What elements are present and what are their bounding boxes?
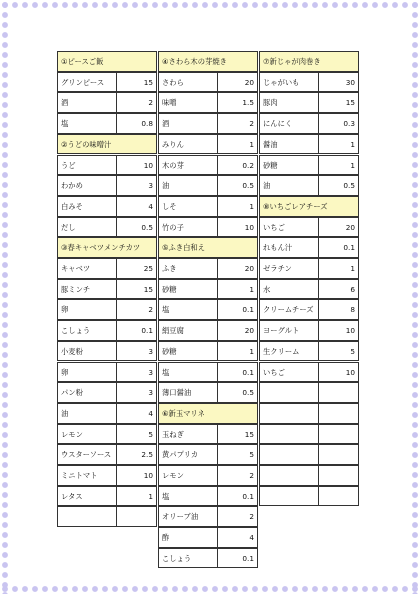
ingredient-row [259,320,359,341]
ingredient-row [57,175,157,196]
ingredient-quantity: 5 [249,450,254,460]
ingredient-name: 味噌 [162,98,177,108]
ingredient-quantity: 0.1 [141,326,153,336]
cell-divider [217,280,218,299]
ingredient-name: れもん汁 [263,243,293,253]
cell-divider [217,93,218,112]
ingredient-row [259,134,359,155]
ingredient-quantity: 1 [350,139,355,149]
ingredient-name: わかめ [61,181,83,191]
ingredient-quantity: 1 [249,201,254,211]
ingredient-name: しそ [162,201,177,211]
ingredient-row [158,113,258,134]
ingredient-quantity: 10 [345,326,355,336]
ingredient-quantity: 2 [148,98,153,108]
ingredient-row [57,299,157,320]
cell-divider [217,197,218,216]
cell-divider [116,404,117,423]
ingredient-quantity: 2.5 [141,450,153,460]
recipe-title [158,237,258,258]
ingredient-row [57,424,157,445]
ingredient-name: グリンピース [61,77,105,87]
cell-divider [217,259,218,278]
ingredient-row [57,72,157,93]
ingredient-quantity: 1 [148,491,153,501]
ingredient-name: 醤油 [263,139,278,149]
cell-divider [217,383,218,402]
recipe-column [259,51,360,507]
ingredient-name: さわら [162,77,184,87]
cell-divider [217,73,218,92]
ingredient-quantity: 15 [143,284,153,294]
cell-divider [318,321,319,340]
ingredient-row [259,486,359,507]
cell-divider [116,342,117,361]
ingredient-quantity: 10 [143,471,153,480]
cell-divider [318,114,319,133]
ingredient-quantity: 20 [244,326,254,336]
ingredient-name: だし [61,222,76,232]
cell-divider [318,135,319,154]
cell-divider [217,176,218,195]
ingredient-name: 塩 [162,305,170,315]
ingredient-row [158,486,258,507]
ingredient-quantity: 10 [143,160,153,170]
recipe-title [158,51,258,72]
ingredient-name: 黄パプリカ [162,450,199,460]
recipe-title-text: ⑤ふき白和え [162,243,206,253]
ingredient-name: 塩 [61,119,69,129]
ingredient-row [57,279,157,300]
ingredient-name: 小麦粉 [61,346,83,356]
cell-divider [116,445,117,464]
ingredient-name: いちご [263,222,285,232]
ingredient-quantity: 3 [148,181,153,191]
ingredient-row [259,237,359,258]
ingredient-quantity: 0.5 [343,181,355,191]
recipe-title [259,51,359,72]
ingredient-quantity: 0.5 [141,222,153,232]
ingredient-row [57,403,157,424]
dotted-border-left [0,0,11,594]
cell-divider [116,73,117,92]
ingredient-quantity: 1.5 [242,98,254,108]
ingredient-quantity: 2 [249,471,254,480]
ingredient-row [57,362,157,383]
ingredient-name: ウスターソース [61,450,112,460]
cell-divider [217,156,218,175]
cell-divider [318,218,319,237]
recipe-title-text: ③春キャベツメンチカツ [61,243,141,253]
ingredient-row [158,424,258,445]
ingredient-quantity: 20 [345,222,355,232]
ingredient-quantity: 1 [249,346,254,356]
cell-divider [318,176,319,195]
dotted-border-right [409,0,420,594]
ingredient-row [158,382,258,403]
dotted-border-bottom [0,583,420,594]
cell-divider [116,466,117,485]
ingredient-quantity: 1 [249,139,254,149]
cell-divider [318,280,319,299]
ingredient-row [158,465,258,486]
cell-divider [217,445,218,464]
ingredient-name: レモン [61,429,83,439]
ingredient-row [57,465,157,486]
ingredient-name: 豚ミンチ [61,284,91,294]
ingredient-quantity: 5 [350,346,355,356]
ingredient-name: こしょう [61,326,91,336]
ingredient-row [259,217,359,238]
ingredient-name: 薄口醤油 [162,388,192,398]
ingredient-quantity: 0.1 [242,305,254,315]
ingredient-row [57,155,157,176]
ingredient-row [158,155,258,176]
ingredient-row [259,403,359,424]
ingredient-row [259,92,359,113]
ingredient-name: ゼラチン [263,264,292,273]
ingredient-row [57,92,157,113]
cell-divider [116,487,117,506]
ingredient-quantity: 1 [350,160,355,170]
ingredient-quantity: 8 [350,305,355,315]
ingredient-quantity: 3 [148,346,153,356]
ingredient-name: 木の芽 [162,160,184,170]
ingredient-table [57,51,360,563]
ingredient-name: 玉ねぎ [162,429,184,439]
cell-divider [116,197,117,216]
ingredient-name: 絹豆腐 [162,326,184,336]
ingredient-row [259,465,359,486]
cell-divider [116,425,117,444]
ingredient-quantity: 0.1 [242,491,254,501]
ingredient-row [158,320,258,341]
ingredient-row [158,258,258,279]
recipe-column [57,51,158,507]
ingredient-quantity: 5 [148,429,153,439]
ingredient-row [259,175,359,196]
ingredient-quantity: 0.3 [343,119,355,129]
cell-divider [217,363,218,382]
ingredient-quantity: 20 [244,264,254,273]
cell-divider [116,300,117,319]
recipe-title-text: ①ピースご飯 [61,57,104,66]
cell-divider [116,321,117,340]
ingredient-row [259,72,359,93]
ingredient-quantity: 0.1 [242,367,254,377]
ingredient-row [259,155,359,176]
cell-divider [116,280,117,299]
ingredient-quantity: 0.8 [141,119,153,129]
cell-divider [318,425,319,444]
ingredient-name: 油 [263,181,271,191]
recipe-title [158,403,258,424]
ingredient-name: うど [61,160,76,170]
ingredient-quantity: 6 [350,284,355,294]
ingredient-name: こしょう [162,553,192,563]
cell-divider [318,93,319,112]
cell-divider [318,466,319,485]
ingredient-name: 豚肉 [263,98,278,108]
ingredient-quantity: 0.1 [242,553,254,563]
ingredient-name: じゃがいも [263,77,300,87]
ingredient-quantity: 2 [249,512,254,522]
ingredient-row [259,341,359,362]
ingredient-row [259,424,359,445]
ingredient-name: にんにく [263,119,293,129]
ingredient-name: 竹の子 [162,222,184,232]
ingredient-name: いちご [263,367,285,377]
ingredient-quantity: 2 [148,305,153,315]
recipe-title-text: ⑦新じゃが肉巻き [263,57,321,66]
cell-divider [217,342,218,361]
ingredient-quantity: 1 [350,264,355,273]
recipe-title [57,134,157,155]
ingredient-quantity: 0.1 [343,243,355,253]
ingredient-row [57,320,157,341]
ingredient-row [57,258,157,279]
ingredient-name: 塩 [162,367,170,377]
ingredient-row [259,382,359,403]
ingredient-name: ふき [162,264,177,273]
recipe-title-text: ⑥新玉マリネ [162,408,205,418]
ingredient-row [57,196,157,217]
ingredient-quantity: 0.5 [242,181,254,191]
ingredient-quantity: 3 [148,367,153,377]
cell-divider [318,404,319,423]
ingredient-row [158,72,258,93]
ingredient-row [158,548,258,569]
ingredient-name: オリーブ油 [162,512,199,522]
ingredient-name: 砂糖 [263,160,278,170]
ingredient-row [57,217,157,238]
ingredient-name: 酒 [61,98,69,108]
ingredient-name: 油 [61,408,69,418]
cell-divider [217,321,218,340]
ingredient-name: 砂糖 [162,346,177,356]
cell-divider [318,156,319,175]
ingredient-quantity: 0.2 [242,160,254,170]
cell-divider [318,238,319,257]
cell-divider [217,135,218,154]
ingredient-name: クリームチーズ [263,305,314,315]
cell-divider [217,507,218,526]
cell-divider [217,466,218,485]
cell-divider [318,363,319,382]
ingredient-row [57,506,157,527]
ingredient-name: みりん [162,139,184,149]
ingredient-name: 水 [263,284,271,294]
ingredient-quantity: 4 [148,408,153,418]
recipe-column [158,51,259,563]
cell-divider [116,93,117,112]
ingredient-name: パン粉 [61,388,83,398]
recipe-title [57,51,157,72]
ingredient-name: キャベツ [61,264,91,273]
ingredient-row [259,362,359,383]
cell-divider [318,342,319,361]
recipe-title-text: ④さわら木の芽焼き [162,57,227,66]
ingredient-name: 酢 [162,533,170,543]
ingredient-row [259,279,359,300]
recipe-title [259,196,359,217]
cell-divider [116,176,117,195]
ingredient-quantity: 0.5 [242,388,254,398]
cell-divider [318,383,319,402]
cell-divider [318,73,319,92]
cell-divider [116,259,117,278]
ingredient-name: 生クリーム [263,346,300,356]
cell-divider [116,114,117,133]
ingredient-row [158,196,258,217]
ingredient-name: ヨーグルト [263,326,300,336]
ingredient-row [57,486,157,507]
ingredient-quantity: 1 [249,284,254,294]
cell-divider [318,445,319,464]
ingredient-row [57,113,157,134]
cell-divider [318,300,319,319]
dotted-border-top [0,0,420,11]
cell-divider [217,528,218,547]
ingredient-row [259,113,359,134]
ingredient-quantity: 10 [244,222,254,232]
ingredient-row [158,527,258,548]
ingredient-row [158,134,258,155]
ingredient-row [158,217,258,238]
cell-divider [217,114,218,133]
cell-divider [217,425,218,444]
ingredient-row [259,258,359,279]
cell-divider [318,259,319,278]
recipe-title-text: ⑧いちごレアチーズ [263,201,328,211]
cell-divider [217,300,218,319]
ingredient-quantity: 15 [143,77,153,87]
ingredient-name: 酒 [162,119,170,129]
cell-divider [116,156,117,175]
ingredient-quantity: 25 [143,264,153,273]
ingredient-row [57,341,157,362]
ingredient-row [57,382,157,403]
ingredient-name: 白みそ [61,201,83,211]
ingredient-name: 油 [162,181,170,191]
cell-divider [217,549,218,568]
ingredient-row [158,362,258,383]
ingredient-quantity: 15 [345,98,355,108]
cell-divider [217,487,218,506]
ingredient-row [259,299,359,320]
ingredient-row [158,175,258,196]
cell-divider [116,363,117,382]
ingredient-row [158,341,258,362]
ingredient-row [158,299,258,320]
cell-divider [116,383,117,402]
ingredient-name: 塩 [162,491,170,501]
ingredient-name: 卵 [61,367,69,377]
ingredient-quantity: 2 [249,119,254,129]
ingredient-quantity: 20 [244,77,254,87]
ingredient-quantity: 10 [345,367,355,377]
recipe-title-text: ②うどの味噌汁 [61,139,112,149]
ingredient-name: 砂糖 [162,284,177,294]
ingredient-name: 卵 [61,305,69,315]
ingredient-quantity: 30 [345,77,355,87]
ingredient-row [158,444,258,465]
recipe-title [57,237,157,258]
ingredient-row [57,444,157,465]
ingredient-name: レタス [61,491,83,501]
ingredient-quantity: 4 [148,201,153,211]
ingredient-row [158,279,258,300]
cell-divider [318,487,319,506]
ingredient-quantity: 3 [148,388,153,398]
cell-divider [116,507,117,526]
ingredient-name: ミニトマト [61,471,98,480]
ingredient-name: レモン [162,471,184,480]
ingredient-row [259,444,359,465]
ingredient-quantity: 15 [244,429,254,439]
ingredient-quantity: 4 [249,533,254,543]
ingredient-row [158,92,258,113]
ingredient-row [158,506,258,527]
cell-divider [217,218,218,237]
cell-divider [116,218,117,237]
